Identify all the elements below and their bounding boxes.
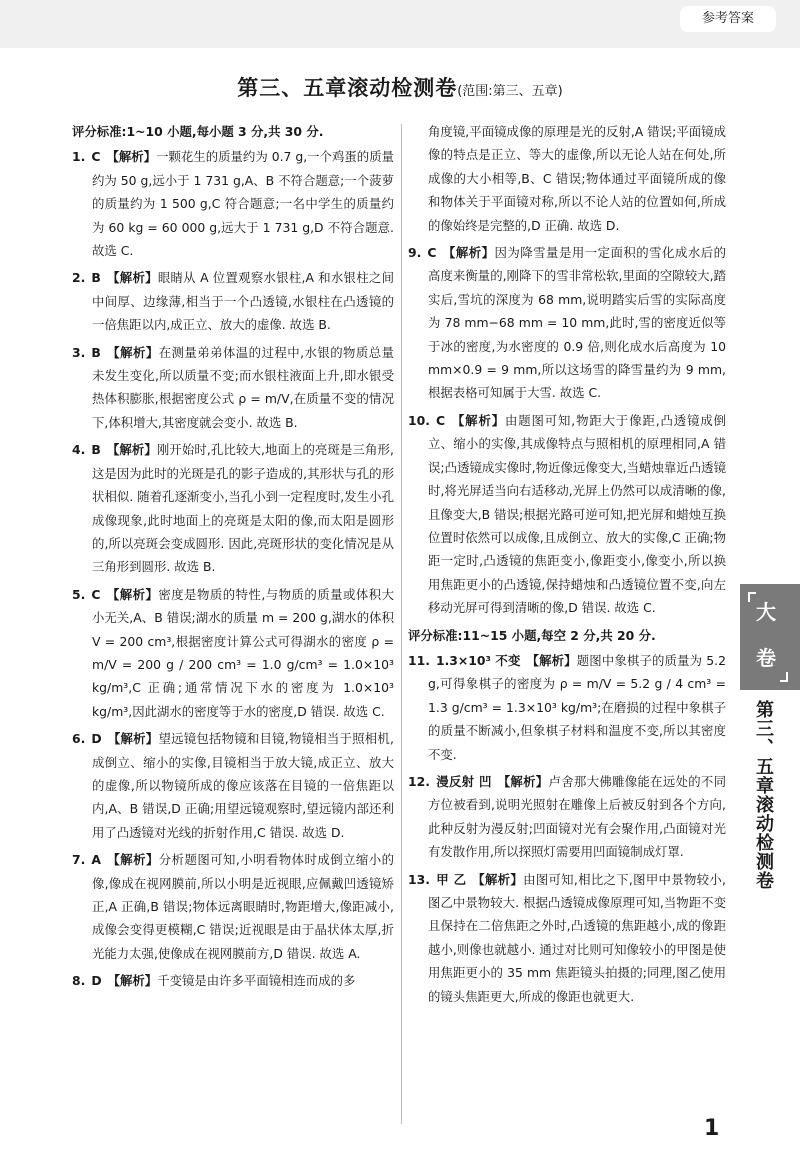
item-text: 题图中象棋子的质量为 5.2 g,可得象棋子的密度为 ρ = m/V = 5.2 g / 4 cm³ = 1.3 g/cm³ = 1.3×10³ kg/m³;在磨损的过程中象棋子的质量不断减小,但象棋子材料和温度不变,所以其密度不变. bbox=[428, 652, 726, 762]
score-standard-1: 评分标准:1~10 小题,每小题 3 分,共 30 分. bbox=[72, 124, 324, 139]
item-text: 由图可知,相比之下,图甲中景物较小,图乙中景物较大. 根据凸透镜成像原理可知,当物距不变且保持在二倍焦距之外时,凸透镜的焦距越小,成的像距越小,则像也就越小. 通过对比则可知像较小的甲图是使用焦距更小的 35 mm 焦距镜头拍摄的;同理,图乙使用的镜头焦距更大,所成的像距也就更大. bbox=[428, 871, 726, 1004]
left-column bbox=[72, 120, 394, 997]
answer-item bbox=[72, 727, 394, 844]
item-8-continuation: 角度镜,平面镜成像的原理是光的反射,A 错误;平面镜成像的特点是正立、等大的虚像,所以无论人站在何处,所成像的大小相等,B、C 错误;物体通过平面镜所成的像和物体关于平面镜对称,所以不论人站的位置如何,所成的像始终是完整的,D 正确. 故选 D. bbox=[428, 124, 726, 233]
item-number: 2. bbox=[72, 270, 86, 286]
jiexi-label: 【解析】 bbox=[106, 442, 157, 458]
side-tab bbox=[740, 584, 800, 690]
column-divider bbox=[401, 124, 402, 1124]
vertical-title: 第三、五章滚动检测卷 bbox=[753, 700, 774, 890]
answer-item bbox=[408, 409, 726, 620]
item-answer: B bbox=[91, 344, 101, 360]
item-number: 12. bbox=[408, 773, 430, 789]
item-answer: C bbox=[427, 245, 437, 261]
jiexi-label: 【解析】 bbox=[107, 731, 159, 747]
item-text: 一颗花生的质量约为 0.7 g,一个鸡蛋的质量约为 50 g,远小于 1 731 g,A、B 不符合题意;一个菠萝的质量约为 1 500 g,C 符合题意;一名中学生的质量约为 60 kg = 60 000 g,远大于 1 731 g,D 不符合题意. 故选 C. bbox=[92, 149, 394, 259]
answer-item bbox=[72, 969, 394, 992]
bracket-bottom-right bbox=[780, 672, 788, 682]
answer-item bbox=[72, 341, 394, 435]
answer-item bbox=[408, 770, 726, 864]
item-answer: D bbox=[91, 731, 102, 747]
title-range: (范围:第三、五章) bbox=[457, 84, 563, 99]
item-text: 密度是物质的特性,与物质的质量或体积大小无关,A、B 错误;湖水的质量 m = 200 g,湖水的体积 V = 200 cm³,根据密度计算公式可得湖水的密度 ρ = m/V = 200 g / 200 cm³ = 1.0 g/cm³ = 1.0×10³ kg/m³,C 正确;通常情况下水的密度为 1.0×10³ kg/m³,因此湖水的密度等于水的密度,D 错误. 故选 C. bbox=[92, 586, 394, 719]
answer-item bbox=[408, 241, 726, 405]
item-answer: C bbox=[91, 149, 101, 165]
item-number: 8. bbox=[72, 973, 86, 989]
jiexi-label: 【解析】 bbox=[106, 270, 158, 286]
side-tab-juan: 卷 bbox=[756, 646, 776, 670]
item-answer: 漫反射 凹 bbox=[435, 773, 492, 789]
item-answer: 甲 乙 bbox=[435, 871, 467, 887]
jiexi-label: 【解析】 bbox=[526, 652, 577, 668]
page-number: 1 bbox=[704, 1116, 720, 1141]
item-answer: B bbox=[91, 442, 101, 458]
answer-item bbox=[408, 649, 726, 766]
jiexi-label: 【解析】 bbox=[106, 149, 157, 165]
item-number: 3. bbox=[72, 344, 86, 360]
answer-item bbox=[72, 583, 394, 723]
item-answer: A bbox=[91, 852, 101, 868]
answer-item bbox=[72, 438, 394, 578]
answer-item bbox=[72, 145, 394, 262]
right-column bbox=[408, 120, 726, 1012]
item-number: 4. bbox=[72, 442, 86, 458]
answer-item bbox=[72, 266, 394, 336]
item-number: 1. bbox=[72, 149, 86, 165]
jiexi-label: 【解析】 bbox=[107, 973, 158, 989]
item-number: 7. bbox=[72, 852, 86, 868]
jiexi-label: 【解析】 bbox=[106, 344, 159, 360]
item-text: 刚开始时,孔比较大,地面上的亮斑是三角形,这是因为此时的光斑是孔的影子造成的,其形状与孔的形状相似. 随着孔逐渐变小,当孔小到一定程度时,发生小孔成像现象,此时地面上的亮斑是太阳的像,而太阳是圆形的,所以亮斑会变成圆形. 因此,亮斑形状的变化情况是从三角形到圆形. 故选 B. bbox=[92, 442, 394, 575]
answer-item bbox=[408, 868, 726, 1008]
item-answer: D bbox=[91, 973, 102, 989]
item-answer: 1.3×10³ 不变 bbox=[435, 652, 521, 668]
item-number: 13. bbox=[408, 871, 430, 887]
item-answer: B bbox=[91, 270, 101, 286]
item-text: 眼睛从 A 位置观察水银柱,A 和水银柱之间中间厚、边缘薄,相当于一个凸透镜,水银柱在凸透镜的一倍焦距以内,成正立、放大的虚像. 故选 B. bbox=[92, 270, 394, 333]
page-title bbox=[0, 72, 800, 102]
item-answer: C bbox=[435, 412, 446, 428]
item-text: 千变镜是由许多平面镜相连而成的多 bbox=[157, 973, 356, 989]
item-number: 11. bbox=[408, 652, 430, 668]
jiexi-label: 【解析】 bbox=[106, 852, 159, 868]
item-text: 因为降雪量是用一定面积的雪化成水后的高度来衡量的,刚降下的雪非常松软,里面的空隙较大,踏实后,雪坑的深度为 68 mm,说明踏实后雪的实际高度为 78 mm−68 mm = 10 mm,此时,雪的密度近似等于冰的密度,为水密度的 0.9 倍,则化成水后高度为 10 mm×0.9 = 9 mm,所以这场雪的降雪量约为 9 mm,根据表格可知属于大雪. 故选 C. bbox=[428, 245, 727, 401]
jiexi-label: 【解析】 bbox=[106, 586, 159, 602]
item-text: 望远镜包括物镜和目镜,物镜相当于照相机,成倒立、缩小的实像,目镜相当于放大镜,成正立、放大的虚像,所以物镜所成的像应该落在目镜的一倍焦距以内,A、B 错误,D 正确;用望远镜观察时,望远镜内部还利用了凸透镜对光线的折射作用,C 错误. 故选 D. bbox=[92, 731, 394, 840]
item-number: 10. bbox=[408, 412, 430, 428]
item-answer: C bbox=[91, 586, 101, 602]
jiexi-label: 【解析】 bbox=[497, 773, 549, 789]
item-number: 6. bbox=[72, 731, 86, 747]
title-main: 第三、五章滚动检测卷 bbox=[237, 76, 458, 100]
item-text: 由题图可知,物距大于像距,凸透镜成倒立、缩小的实像,其成像特点与照相机的原理相同,A 错误;凸透镜成实像时,物近像远像变大,当蜡烛靠近凸透镜时,将光屏适当向右适移动,光屏上仍然可以成清晰的像,且像变大,B 错误;根据光路可逆可知,把光屏和蜡烛互换位置时依然可以成像,且成倒立、放大的实像,C 正确;物距一定时,凸透镜的焦距变小,像距变小,像变小,所以换用焦距更小的凸透镜,保持蜡烛和凸透镜位置不变,向左移动光屏可得到清晰的像,D 错误. 故选 C. bbox=[428, 412, 726, 616]
item-text: 卢舍那大佛雕像能在远处的不同方位被看到,说明光照射在雕像上后被反射到各个方向,此种反射为漫反射;凹面镜对光有会聚作用,凸面镜对光有发散作用,所以探照灯需要用凹面镜制成灯罩. bbox=[428, 773, 727, 860]
item-number: 5. bbox=[72, 586, 86, 602]
left-items bbox=[72, 145, 394, 992]
jiexi-label: 【解析】 bbox=[442, 245, 495, 261]
answer-item bbox=[72, 848, 394, 965]
jiexi-label: 【解析】 bbox=[451, 412, 505, 428]
item-text: 在测量弟弟体温的过程中,水银的物质总量未发生变化,所以质量不变;而水银柱液面上升,即水银受热体积膨胀,根据密度公式 ρ = m/V,在质量不变的情况下,体积增大,其密度就会变小. 故选 B. bbox=[92, 344, 394, 430]
item-number: 9. bbox=[408, 245, 422, 261]
answer-tag: 参考答案 bbox=[680, 6, 776, 32]
jiexi-label: 【解析】 bbox=[472, 871, 524, 887]
score-standard-2: 评分标准:11~15 小题,每空 2 分,共 20 分. bbox=[408, 627, 656, 643]
item-text: 分析题图可知,小明看物体时成倒立缩小的像,像成在视网膜前,所以小明是近视眼,应佩戴凹透镜矫正,A 正确,B 错误;物体远离眼睛时,物距增大,像距减小,成像会变得更模糊,C 错误;近视眼是由于晶状体太厚,折光能力太强,使像成在视网膜前方,D 错误. 故选 A. bbox=[92, 852, 394, 961]
side-tab-da: 大 bbox=[756, 600, 776, 624]
